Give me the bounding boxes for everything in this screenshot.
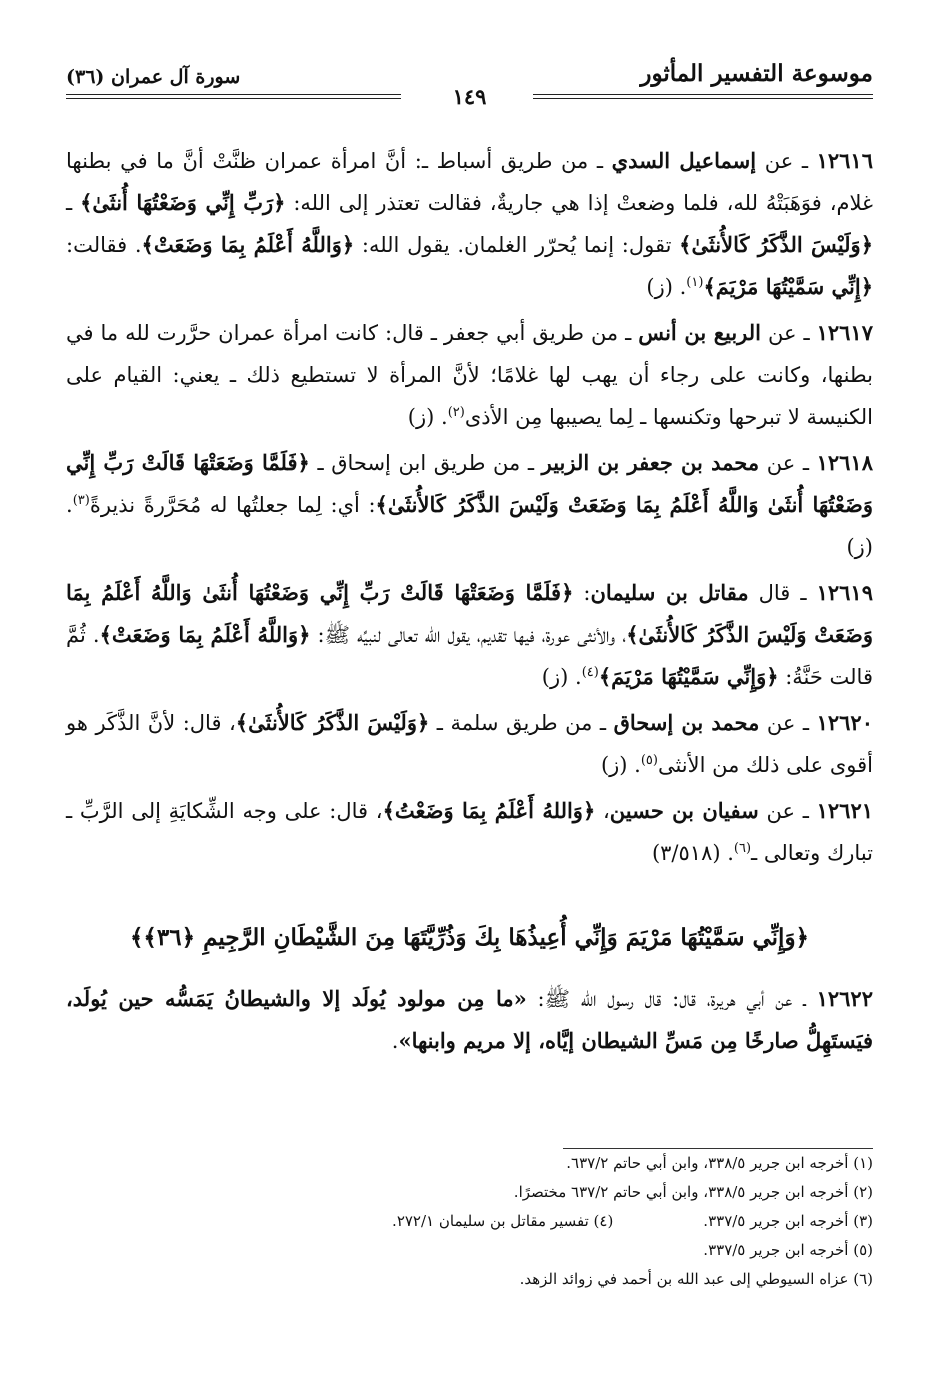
page-header [66,60,873,109]
footnote: (٦) عزاه السيوطي إلى عبد الله بن أحمد في زوائد الزهد. [519,1270,873,1288]
footnote-ref[interactable]: (٦) [733,841,752,856]
athar-paragraph: ١٢٦١٩ ـ قال مقاتل بن سليمان: ﴿فَلَمَّا وَضَعَتْهَا قَالَتْ رَبِّ إِنِّي وَضَعْتُهَا أُنثَىٰ وَاللَّهُ أَعْلَمُ بِمَا وَضَعَتْ وَلَيْسَ الذَّكَرُ كَالأُنثَىٰ﴾، والأنثى عورة، فيها تقديم، يقول الله تعالى لنبيِّه ﷺ: ﴿وَاللَّهُ أَعْلَمُ بِمَا وَضَعَتْ﴾. ثُمَّ قالت حَنَّةُ: ﴿وَإِنِّي سَمَّيْتُهَا مَرْيَمَ﴾$^{(٤)}$. (ز) [66,580,874,689]
quran-quote: ﴿وَإِنِّي سَمَّيْتُهَا مَرْيَمَ﴾ [598,664,779,689]
narrator: مقاتل بن سليمان [590,580,749,605]
athar-number: ١٢٦٢١ [816,798,874,823]
narrator: الربيع بن أنس [638,320,761,345]
athar-number: ١٢٦١٧ [816,320,873,345]
athar-number: ١٢٦٢٠ [816,710,873,735]
footnote-ref[interactable]: (٢) [447,405,465,420]
quran-quote: ﴿وَاللهُ أَعْلَمُ بِمَا وَضَعْتُ﴾ [382,798,596,823]
footnote: (٢) أخرجه ابن جرير ٣٣٨/٥، وابن أبي حاتم ٦٣٧/٢ مختصرًا. [513,1183,873,1201]
quran-quote: ﴿إِنِّي سَمَّيْتُهَا مَرْيَمَ﴾ [703,274,873,299]
verse-heading: ﴿وَإِنِّي سَمَّيْتُهَا مَرْيَمَ وَإِنِّي أُعِيذُهَا بِكَ وَذُرِّيَّتَهَا مِنَ الشَّيْطَانِ الرَّجِيمِ ﴿٣٦﴾﴾ [129,924,810,951]
quran-quote: ﴿فَلَمَّا وَضَعَتْهَا قَالَتْ رَبِّ إِنِّي وَضَعْتُهَا أُنثَىٰ وَاللَّهُ أَعْلَمُ بِمَا وَضَعَتْ وَلَيْسَ الذَّكَرُ كَالأُنثَىٰ﴾ [66,580,874,647]
footnote: (٤) تفسير مقاتل بن سليمان ٢٧٢/١. [392,1212,614,1230]
athar-number: ١٢٦١٩ [816,580,873,605]
narrator: سفيان بن حسين [609,798,759,823]
footnote: (٥) أخرجه ابن جرير ٣٣٧/٥. [703,1241,873,1259]
footnotes [66,1148,873,1294]
footnote: (٣) أخرجه ابن جرير ٣٣٧/٥. [703,1212,873,1230]
quran-quote: ﴿رَبِّ إِنِّي وَضَعْتُهَا أُنثَىٰ﴾ [80,190,286,215]
athar-number: ١٢٦١٨ [816,450,873,475]
footnote-ref[interactable]: (٥) [640,753,658,768]
quran-quote: ﴿وَاللَّهُ أَعْلَمُ بِمَا وَضَعَتْ﴾ [141,232,355,257]
athar-paragraph: ١٢٦١٨ ـ عن محمد بن جعفر بن الزبير ـ من طريق ابن إسحاق ـ ﴿فَلَمَّا وَضَعَتْهَا قَالَتْ رَبِّ إِنِّي وَضَعْتُهَا أُنثَىٰ وَاللَّهُ أَعْلَمُ بِمَا وَضَعَتْ وَلَيْسَ الذَّكَرُ كَالأُنثَىٰ﴾: أي: لِما جعلتُها له مُحَرَّرةً نذيرةً$^{(٣)}$. (ز) [66,450,873,559]
header-rule-right [533,94,873,99]
footnote-ref[interactable]: (٤) [581,665,599,680]
athar-paragraph: ١٢٦٢١ ـ عن سفيان بن حسين، ﴿وَاللهُ أَعْلَمُ بِمَا وَضَعْتُ﴾، قال: على وجه الشِّكايَةِ إلى الرَّبِّ ـ تبارك وتعالى ـ$^{(٦)}$. (٣/٥١٨) [66,798,874,865]
athar-number: ١٢٦٢٢ [816,986,873,1011]
main-content [66,140,873,1062]
quran-quote: ﴿وَاللَّهُ أَعْلَمُ بِمَا وَضَعَتْ﴾ [99,622,311,647]
footnote: (١) أخرجه ابن جرير ٣٣٨/٥، وابن أبي حاتم ٦٣٧/٢. [566,1154,873,1172]
hadith-text: «ما مِن مولود يُولَد إلا والشيطانُ يَمَسُّه حين يُولَد، فيَستَهِلُّ صارخًا مِن مَسِّ الشيطان إيَّاه، إلا مريم وابنها» [66,986,873,1053]
athar-paragraph: ١٢٦١٧ ـ عن الربيع بن أنس ـ من طريق أبي جعفر ـ قال: كانت امرأة عمران حرَّرت لله ما في بطنها، وكانت على رجاء أن يهب لها غلامًا؛ لأنَّ المرأة لا تستطيع ذلك ـ يعني: القيام على الكنيسة لا تبرحها وتكنسها ـ لِما يصيبها مِن الأذى$^{(٢)}$. (ز) [66,320,873,429]
footnote-row [66,1207,873,1236]
quran-quote: ﴿وَلَيْسَ الذَّكَرُ كَالأُنثَىٰ﴾ [235,710,430,735]
footnote-ref[interactable]: (٣) [72,493,90,508]
narrator: محمد بن جعفر بن الزبير [541,450,760,475]
athar-paragraph: ١٢٦٢٠ ـ عن محمد بن إسحاق ـ من طريق سلمة ـ ﴿وَلَيْسَ الذَّكَرُ كَالأُنثَىٰ﴾، قال: لأنَّ الذَّكَر هو أقوى على ذلك من الأنثى$^{(٥)}$. (ز) [66,710,873,777]
quran-quote: ﴿وَلَيْسَ الذَّكَرُ كَالأُنثَىٰ﴾ [679,232,873,257]
narrator: إسماعيل السدي [611,148,757,173]
athar-number: ١٢٦١٦ [816,148,873,173]
hadith-paragraph: ١٢٦٢٢ ـ عن أبي هريرة، قال: قال رسول الله ﷺ: «ما مِن مولود يُولَد إلا والشيطانُ يَمَسُّه حين يُولَد، فيَستَهِلُّ صارخًا مِن مَسِّ الشيطان إيَّاه، إلا مريم وابنها». [66,986,873,1053]
header-rule-left [66,94,401,99]
footnote-ref[interactable]: (١) [686,275,704,290]
quran-quote: ﴿فَلَمَّا وَضَعَتْهَا قَالَتْ رَبِّ إِنِّي وَضَعْتُهَا أُنثَىٰ وَاللَّهُ أَعْلَمُ بِمَا وَضَعَتْ وَلَيْسَ الذَّكَرُ كَالأُنثَىٰ﴾ [66,450,873,517]
athar-paragraph: ١٢٦١٦ ـ عن إسماعيل السدي ـ من طريق أسباط ـ: أنَّ امرأة عمران ظنَّتْ أنَّ ما في بطنها غلام، فوَهَبَتْهُ لله، فلما وضعتْ إذا هي جاريةٌ، فقالت تعتذر إلى الله: ﴿رَبِّ إِنِّي وَضَعْتُهَا أُنثَىٰ﴾ ـ ﴿وَلَيْسَ الذَّكَرُ كَالأُنثَىٰ﴾ تقول: إنما يُحرّر الغلمان. يقول الله: ﴿وَاللَّهُ أَعْلَمُ بِمَا وَضَعَتْ﴾. فقالت: ﴿إِنِّي سَمَّيْتُهَا مَرْيَمَ﴾$^{(١)}$. (ز) [66,148,873,299]
surah-title: سورة آل عمران (٣٦) [66,66,241,88]
book-title: موسوعة التفسير المأثور [640,60,873,87]
page-number: ١٤٩ [447,84,493,109]
narrator: محمد بن إسحاق [613,710,760,735]
